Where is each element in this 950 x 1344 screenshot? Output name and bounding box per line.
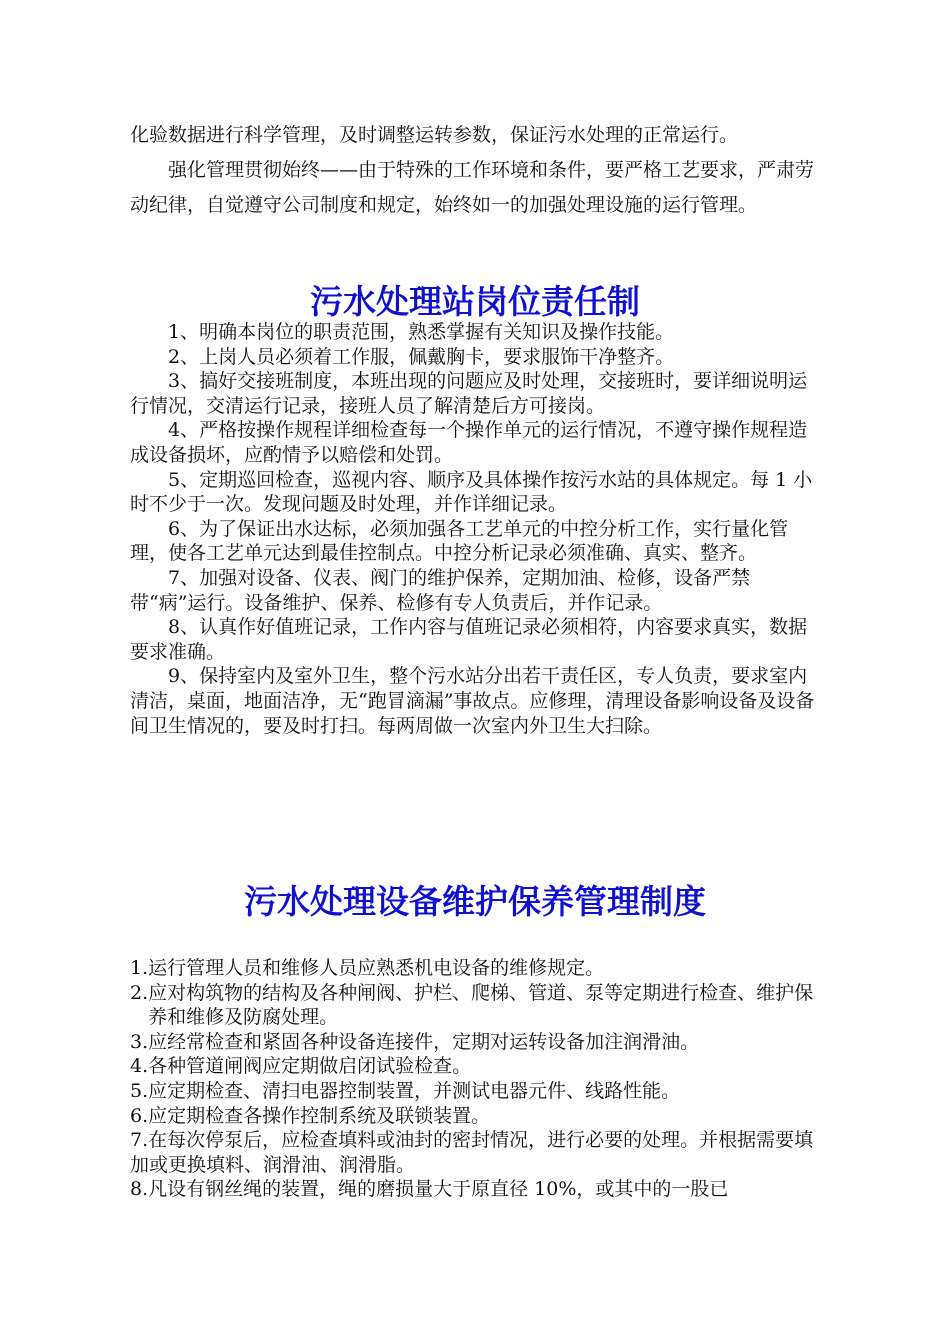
item-number: 2. — [130, 981, 149, 1004]
maintenance-item-8 — [130, 1177, 820, 1202]
item-text: 在每次停泵后，应检查填料或油封的密封情况，进行必要的处理。并根据需要填加或更换填料、润滑油、润滑脂。 — [130, 1129, 814, 1176]
duty-item-7: 7、加强对设备、仪表、阀门的维护保养，定期加油、检修，设备严禁带“病”运行。设备维护、保养、检修有专人负责后，并作记录。 — [130, 566, 751, 614]
maintenance-item-6 — [130, 1104, 820, 1129]
duty-item-2: 2、上岗人员必须着工作服，佩戴胸卡，要求服饰干净整齐。 — [168, 345, 675, 368]
item-number: 4. — [130, 1055, 149, 1078]
item-number: 8. — [130, 1178, 149, 1201]
duty-item-1: 1、明确本岗位的职责范围，熟悉掌握有关知识及操作技能。 — [168, 321, 675, 343]
duty-item-3: 3、搞好交接班制度，本班出现的问题应及时处理，交接班时，要详细说明运行情况，交清运行记录，接班人员了解清楚后方可接岗。 — [130, 370, 808, 417]
item-number: 7. — [130, 1129, 149, 1152]
maintenance-item-4 — [130, 1054, 820, 1079]
maintenance-item-1 — [130, 956, 820, 981]
item-text: 应对构筑物的结构及各种闸阀、护栏、爬梯、管道、泵等定期进行检查、维护保养和维修及防腐处理。 — [148, 981, 814, 1029]
item-text: 运行管理人员和维修人员应熟悉机电设备的维修规定。 — [148, 957, 605, 979]
intro-paragraph-1: 化验数据进行科学管理，及时调整运转参数，保证污水处理的正常运行。 — [130, 124, 739, 146]
maintenance-list — [130, 956, 820, 1202]
item-text: 应定期检查各操作控制系统及联锁装置。 — [148, 1104, 491, 1127]
item-text: 应定期检查、清扫电器控制装置，并测试电器元件、线路性能。 — [148, 1079, 681, 1102]
intro-paragraph-2: 强化管理贯彻始终——由于特殊的工作环境和条件，要严格工艺要求，严肃劳动纪律，自觉遵守公司制度和规定，始终如一的加强处理设施的运行管理。 — [130, 159, 815, 216]
duty-item-5: 5、定期巡回检查，巡视内容、顺序及具体操作按污水站的具体规定。每 1 小时不少于一次。发现问题及时处理，并作详细记录。 — [130, 468, 813, 516]
item-text: 凡设有钢丝绳的装置，绳的磨损量大于原直径 10%，或其中的一股已 — [148, 1178, 729, 1201]
section-title-maintenance: 污水处理设备维护保养管理制度 — [244, 882, 706, 921]
duty-item-4: 4、严格按操作规程详细检查每一个操作单元的运行情况，不遵守操作规程造成设备损坏，应酌情予以赔偿和处罚。 — [130, 419, 808, 466]
item-text: 各种管道闸阀应定期做启闭试验检查。 — [148, 1055, 472, 1078]
item-text: 应经常检查和紧固各种设备连接件，定期对运转设备加注润滑油。 — [148, 1030, 700, 1053]
duty-item-9: 9、保持室内及室外卫生，整个污水站分出若干责任区，专人负责，要求室内清洁，桌面，地面洁净，无“跑冒滴漏”事故点。应修理，清理设备影响设备及设备间卫生情况的，要及时打扫。每两周做一次室内外卫生大扫除。 — [130, 665, 815, 737]
duty-item-8: 8、认真作好值班记录，工作内容与值班记录必须相符，内容要求真实，数据要求准确。 — [130, 616, 808, 663]
duty-item-6: 6、为了保证出水达标，必须加强各工艺单元的中控分析工作，实行量化管理，使各工艺单元达到最佳控制点。中控分析记录必须准确、真实、整齐。 — [130, 517, 789, 565]
item-number: 5. — [130, 1079, 149, 1102]
maintenance-item-3 — [130, 1030, 820, 1055]
section-title-duties: 污水处理站岗位责任制 — [310, 282, 640, 321]
item-number: 3. — [130, 1030, 149, 1053]
maintenance-item-7 — [130, 1128, 820, 1177]
maintenance-item-5 — [130, 1079, 820, 1104]
duties-list — [130, 320, 820, 738]
maintenance-item-2 — [130, 981, 820, 1030]
item-number: 6. — [130, 1104, 149, 1127]
item-number: 1. — [130, 957, 149, 979]
intro-text — [130, 118, 820, 223]
